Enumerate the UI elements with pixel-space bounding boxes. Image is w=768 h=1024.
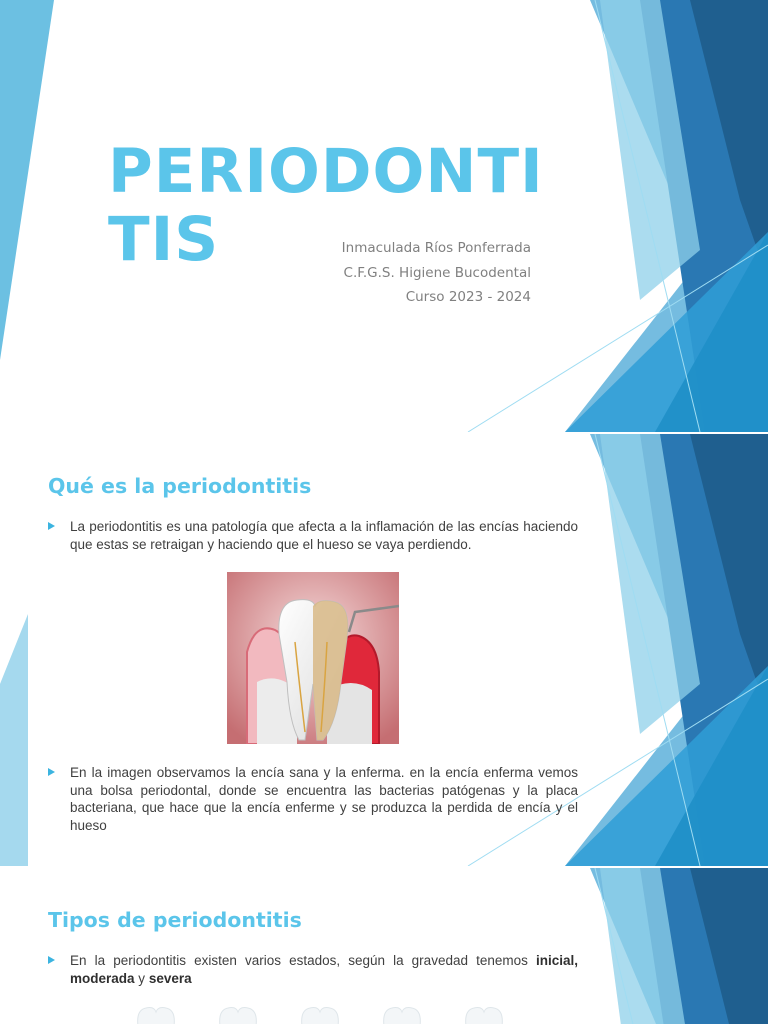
bullet-text: En la imagen observamos la encía sana y la enferma. en la encía enferma vemos una bolsa periodontal, donde se encuentra las bacterias patógenas y la placa bacteriana, que hace que la encía enferme y se produzca la perdida de encía y el hueso	[70, 765, 578, 833]
decorative-background	[0, 868, 768, 1024]
stage-moderate: moderada	[70, 970, 135, 986]
tooth-cross-section-image	[227, 572, 399, 744]
tooth-icon	[138, 1008, 175, 1024]
tooth-icon	[384, 1008, 421, 1024]
slide-what-is	[0, 434, 768, 866]
bullet-text: La periodontitis es una patología que afecta a la inflamación de las encías haciendo que estas se retraigan y haciendo que el hueso se vaya perdiendo.	[70, 519, 578, 552]
bullet-arrow-icon	[48, 522, 55, 530]
tooth-icon	[302, 1008, 339, 1024]
slide-title	[0, 0, 768, 432]
bullet-arrow-icon	[48, 956, 55, 964]
tooth-icon	[466, 1008, 503, 1024]
slide-types	[0, 868, 768, 1024]
stage-severe: severa	[148, 970, 192, 986]
course-year: Curso 2023 - 2024	[405, 289, 531, 305]
bullet-text	[70, 952, 578, 987]
subtitle-block	[342, 236, 531, 310]
stage-initial: inicial,	[535, 953, 578, 968]
page-title: PERIODONTITIS	[108, 136, 544, 275]
bullet-intro: En la periodontitis existen varios estados, según la gravedad tenemos	[70, 953, 528, 968]
section-heading: Tipos de periodontitis	[48, 908, 302, 932]
bullet-definition	[48, 518, 578, 553]
section-heading: Qué es la periodontitis	[48, 474, 312, 498]
left-stripe	[0, 0, 54, 360]
course-name: C.F.G.S. Higiene Bucodental	[343, 264, 531, 281]
bullet-types	[48, 952, 578, 987]
conjunction: y	[138, 970, 146, 986]
bullet-arrow-icon	[48, 768, 55, 776]
bullet-image-description	[48, 764, 578, 834]
tooth-icon	[220, 1008, 257, 1024]
author-name: Inmaculada Ríos Ponferrada	[341, 240, 531, 256]
tooth-icons	[130, 1006, 510, 1024]
left-stripe	[0, 614, 28, 866]
